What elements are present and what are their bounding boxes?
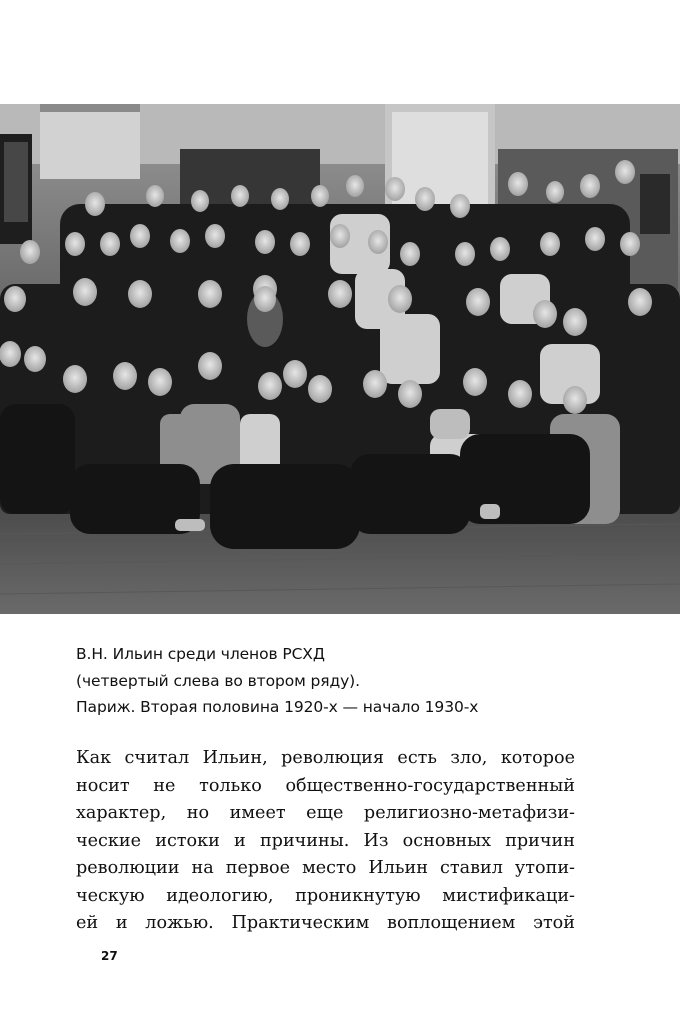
- body-line: революции на первое место Ильин ставил утопи-: [76, 858, 575, 878]
- page-number: 27: [101, 949, 118, 963]
- body-line: носит не только общественно-государственный: [76, 775, 575, 796]
- caption-line: Париж. Вторая половина 1920-х — начало 1930-х: [76, 698, 479, 716]
- body-line: ей и ложью. Практическим воплощением этой: [76, 913, 575, 933]
- photo-caption: [76, 641, 636, 721]
- body-paragraph: [76, 745, 575, 938]
- group-photograph: [0, 104, 680, 614]
- body-line: ческую идеологию, проникнутую мистификаци-: [76, 885, 575, 906]
- caption-line: (четвертый слева во втором ряду).: [76, 671, 360, 690]
- body-line: Как считал Ильин, революция есть зло, которое: [76, 748, 575, 768]
- body-line: характер, но имеет еще религиозно-метафизи-: [76, 803, 575, 823]
- body-line: ческие истоки и причины. Из основных причин: [76, 830, 575, 851]
- caption-line: В.Н. Ильин среди членов РСХД: [76, 645, 325, 663]
